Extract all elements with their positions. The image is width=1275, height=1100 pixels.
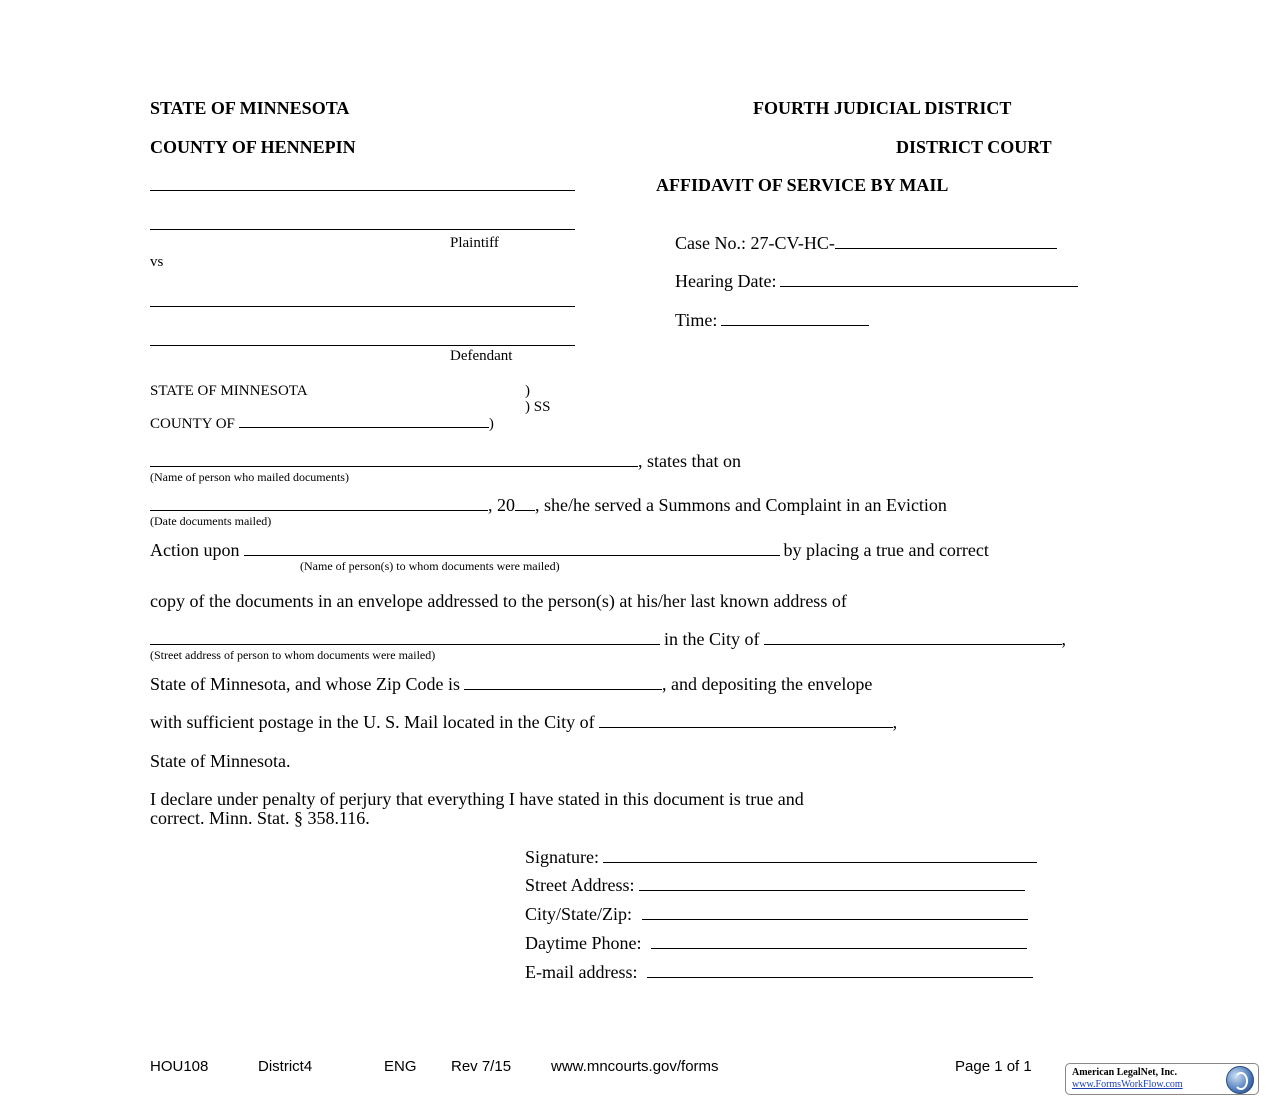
hearing-date-field[interactable]	[780, 272, 1078, 287]
postage-comma: ,	[892, 712, 898, 732]
served-text: , she/he served a Summons and Complaint in an Eviction	[535, 495, 947, 515]
state-mn-text: State of Minnesota.	[150, 751, 291, 771]
signer-street-field[interactable]	[639, 876, 1025, 891]
signer-email-field[interactable]	[647, 963, 1033, 978]
time-field[interactable]	[721, 311, 869, 326]
signer-city-field[interactable]	[642, 905, 1028, 920]
county-heading: COUNTY OF HENNEPIN	[150, 137, 356, 157]
street-address-row	[525, 875, 1029, 896]
signature-row	[525, 847, 1041, 868]
venue-county-label: COUNTY OF	[150, 416, 235, 432]
zip-field[interactable]	[464, 675, 662, 690]
email-row	[525, 962, 1037, 983]
depositing-text: , and depositing the envelope	[661, 674, 873, 694]
state-heading: STATE OF MINNESOTA	[150, 98, 350, 118]
daytime-phone-label: Daytime Phone:	[525, 933, 642, 953]
footer-revision: Rev 7/15	[451, 1058, 512, 1075]
case-number-field[interactable]	[835, 234, 1057, 249]
form-title: AFFIDAVIT OF SERVICE BY MAIL	[656, 175, 949, 195]
venue-ss: ) SS	[525, 399, 551, 415]
signature-field[interactable]	[603, 848, 1037, 863]
recipient-name-field[interactable]	[244, 541, 780, 556]
email-label: E-mail address:	[525, 962, 638, 982]
mailing-city-field[interactable]	[599, 713, 893, 728]
case-number-label: Case No.: 27-CV-HC-	[675, 233, 835, 253]
globe-icon	[1226, 1066, 1254, 1094]
badge-company-name: American LegalNet, Inc.	[1072, 1067, 1177, 1078]
city-field[interactable]	[764, 630, 1062, 645]
action-upon-row	[150, 540, 989, 561]
address-row	[150, 629, 1066, 650]
hint-date-mailed: (Date documents mailed)	[150, 514, 272, 528]
daytime-phone-row	[525, 933, 1031, 954]
footer-language: ENG	[384, 1058, 417, 1075]
states-that-on-row	[150, 451, 741, 472]
postage-text: with sufficient postage in the U. S. Mail located in the City of	[150, 712, 595, 732]
hint-street-address: (Street address of person to whom documents were mailed)	[150, 648, 436, 662]
hint-mailer-name: (Name of person who mailed documents)	[150, 470, 349, 484]
time-label: Time:	[675, 310, 718, 330]
venue-county-field[interactable]	[239, 415, 489, 428]
states-that-on-text: , states that on	[638, 451, 741, 471]
street-address-field[interactable]	[150, 630, 660, 645]
declaration-line-1: I declare under penalty of perjury that everything I have stated in this document is true and	[150, 789, 804, 809]
venue-state: STATE OF MINNESOTA	[150, 383, 308, 399]
defendant-label: Defendant	[450, 348, 513, 364]
hearing-date-row	[675, 271, 1082, 292]
action-upon-text: Action upon	[150, 540, 240, 560]
year-field[interactable]	[515, 496, 535, 511]
venue-paren-3: )	[488, 416, 494, 432]
plaintiff-label: Plaintiff	[450, 235, 499, 251]
served-row	[150, 495, 947, 516]
time-row	[675, 310, 873, 331]
plaintiff-line-2[interactable]	[150, 229, 575, 230]
plaintiff-line-1[interactable]	[150, 190, 575, 191]
court-heading: DISTRICT COURT	[896, 137, 1052, 157]
declaration-line-2: correct. Minn. Stat. § 358.116.	[150, 808, 370, 828]
venue-county-row	[150, 415, 494, 433]
venue-paren-1: )	[525, 383, 530, 399]
footer-form-code: HOU108	[150, 1058, 209, 1075]
defendant-line-2[interactable]	[150, 345, 575, 346]
postage-row	[150, 712, 897, 733]
copy-text: copy of the documents in an envelope addressed to the person(s) at his/her last known address of	[150, 591, 847, 611]
in-city-of-text: in the City of	[664, 629, 760, 649]
zip-text: State of Minnesota, and whose Zip Code is	[150, 674, 460, 694]
street-address-label: Street Address:	[525, 875, 635, 895]
footer-url[interactable]: www.mncourts.gov/forms	[551, 1058, 719, 1075]
date-mailed-field[interactable]	[150, 496, 488, 511]
hearing-date-label: Hearing Date:	[675, 271, 777, 291]
signature-label: Signature:	[525, 847, 599, 867]
signer-phone-field[interactable]	[651, 934, 1027, 949]
defendant-line-1[interactable]	[150, 306, 575, 307]
city-state-zip-row	[525, 904, 1032, 925]
city-state-zip-label: City/State/Zip:	[525, 904, 632, 924]
badge-url[interactable]: www.FormsWorkFlow.com	[1072, 1079, 1183, 1090]
vs-label: vs	[150, 254, 164, 270]
district-heading: FOURTH JUDICIAL DISTRICT	[753, 98, 1012, 118]
placing-text: by placing a true and correct	[783, 540, 989, 560]
footer-district: District4	[258, 1058, 313, 1075]
case-number-row	[675, 233, 1061, 254]
american-legalnet-badge[interactable]	[1065, 1063, 1259, 1095]
mailer-name-field[interactable]	[150, 452, 638, 467]
zip-row	[150, 674, 872, 695]
year-prefix: , 20	[488, 495, 515, 515]
city-comma: ,	[1061, 629, 1066, 649]
hint-recipients: (Name of person(s) to whom documents were mailed)	[300, 559, 560, 573]
footer-page-number: Page 1 of 1	[955, 1058, 1032, 1075]
